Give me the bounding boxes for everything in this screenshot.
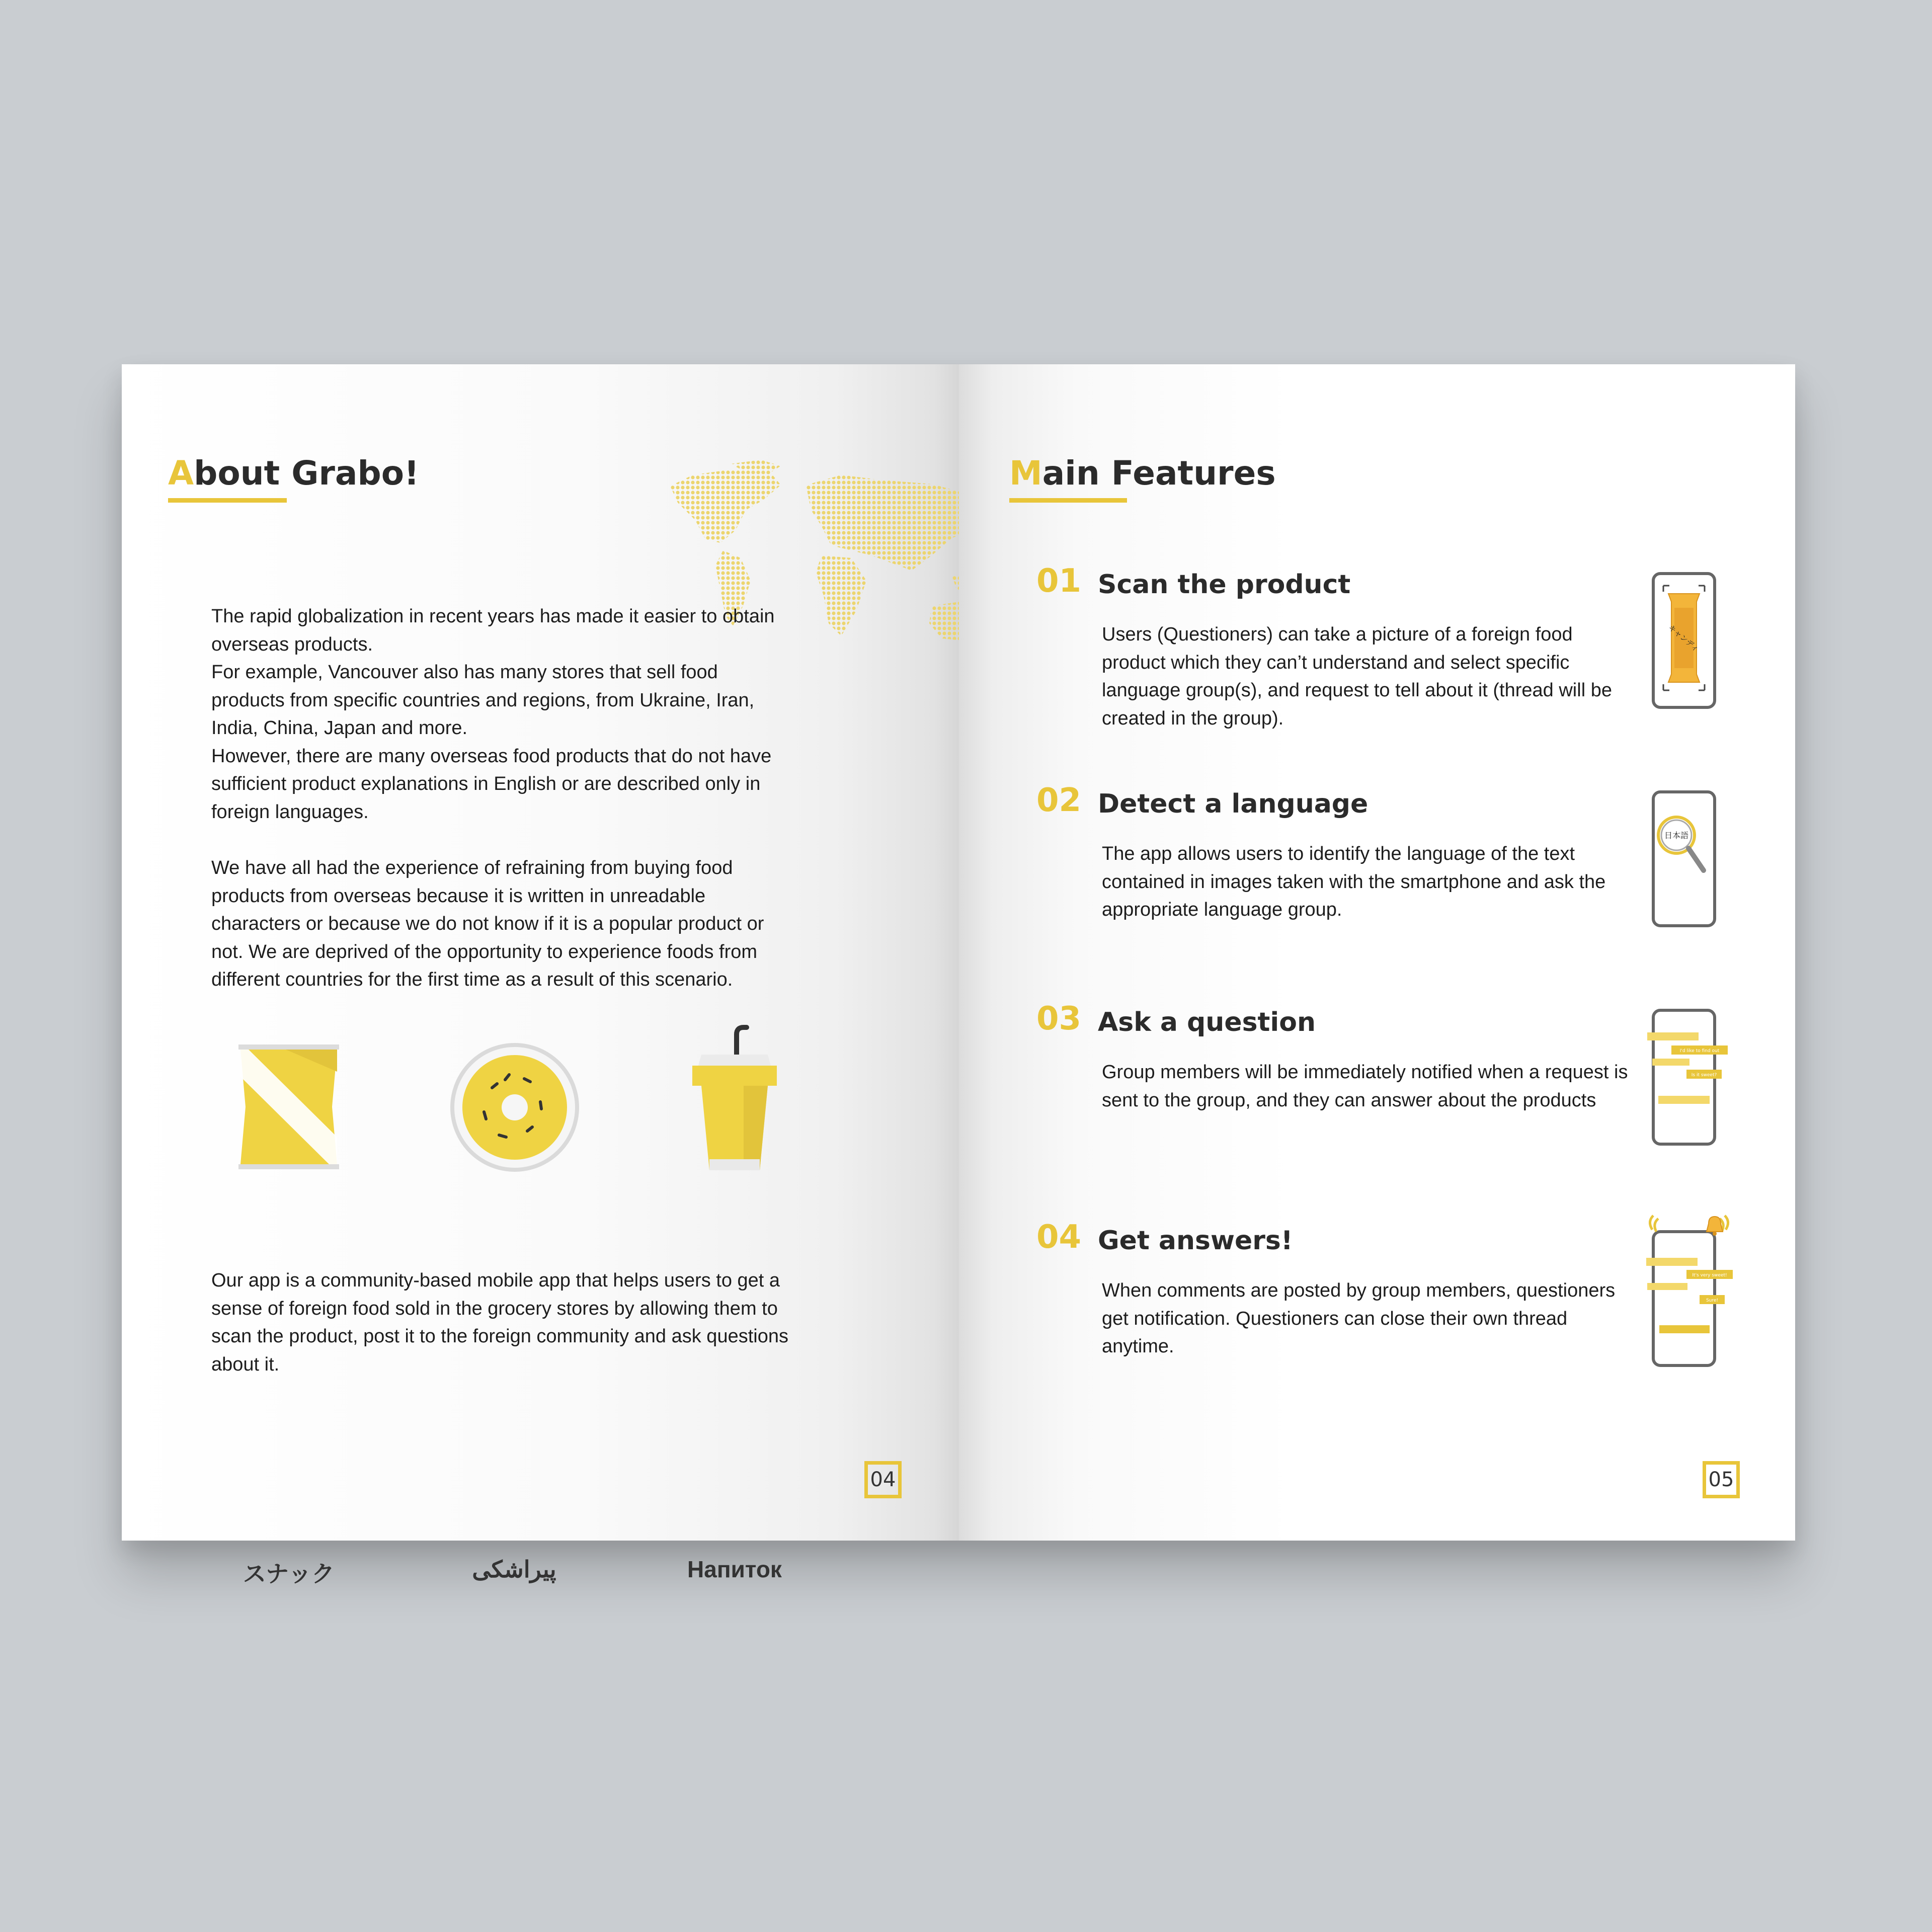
page-title: Main Features xyxy=(1009,454,1276,493)
donut-plate-icon xyxy=(449,1041,581,1173)
phone-bell-icon xyxy=(1644,1215,1740,1376)
feature-title: Ask a question xyxy=(1098,1007,1316,1037)
right-page xyxy=(959,364,1795,1541)
app-paragraph: Our app is a community-based mobile app that helps users to get a sense of foreign food sold in the grocery stores by allowing them to scan the product, post it to the foreign community and ask questions about it. xyxy=(211,1270,788,1375)
left-page xyxy=(122,364,959,1587)
magnifier-label: 日本語 xyxy=(1664,831,1689,840)
page-number: 04 xyxy=(864,1461,902,1498)
chat-bubble-text: Is it sweet? xyxy=(1691,1073,1717,1078)
brochure-spread xyxy=(122,364,1795,1587)
chat-bubble-text: I'd like to find out xyxy=(1679,1049,1720,1054)
intro-paragraph: The rapid globalization in recent years has made it easier to obtain overseas products. For example, Vancouver also has many stores that sell food products from specific countries and regions, from Ukraine, Iran, India, China, Japan and more. However, there are many overseas food products that do not have sufficient product explanations in English or are described only in foreign languages. xyxy=(211,606,775,823)
phone-chat-icon xyxy=(1644,1008,1735,1154)
feature-number: 02 xyxy=(1036,782,1082,819)
title-underline xyxy=(1009,498,1127,503)
food-label-snack: スナック xyxy=(243,1561,335,1587)
snack-bag-icon xyxy=(233,1041,344,1172)
page-number: 05 xyxy=(1703,1461,1740,1498)
chat-bubble-text: It's very sweet! xyxy=(1692,1273,1727,1278)
food-label-pirashki: پیراشکی xyxy=(472,1556,556,1582)
feature-description: Group members will be immediately notified when a request is sent to the group, and they can answer about the products xyxy=(1102,1062,1628,1111)
feature-title: Detect a language xyxy=(1098,789,1369,819)
phone-magnifier-icon xyxy=(1651,790,1719,930)
feature-description: Users (Questioners) can take a picture of a foreign food product which they can’t understand and select specific language group(s), and request to tell about it (thread will be created in the group). xyxy=(1102,624,1612,729)
feature-number: 01 xyxy=(1036,562,1082,600)
page-title: About Grabo! xyxy=(168,454,420,493)
chat-bubble-text: Sure! xyxy=(1706,1298,1719,1303)
feature-description: When comments are posted by group members, questioners get notification. Questioners can close their own thread anytime. xyxy=(1102,1280,1616,1357)
experience-paragraph: We have all had the experience of refraining from buying food products from overseas because it is written in unreadable characters or because we do not know if it is a popular product or not. We are deprived of the opportunity to experience foods from different countries for the first time as a result of this scenario. xyxy=(211,857,764,990)
feature-number: 03 xyxy=(1036,1000,1082,1037)
feature-description: The app allows users to identify the language of the text contained in images taken with the smartphone and ask the appropriate language group. xyxy=(1102,843,1606,920)
feature-title: Scan the product xyxy=(1098,570,1351,600)
food-label-drink: Напиток xyxy=(687,1556,782,1582)
feature-title: Get answers! xyxy=(1098,1226,1293,1256)
phone-scan-icon xyxy=(1651,572,1719,711)
packet-label: キャンディ xyxy=(1666,623,1701,654)
feature-number: 04 xyxy=(1036,1219,1082,1256)
drink-cup-icon xyxy=(684,1019,785,1175)
title-underline xyxy=(168,498,287,503)
